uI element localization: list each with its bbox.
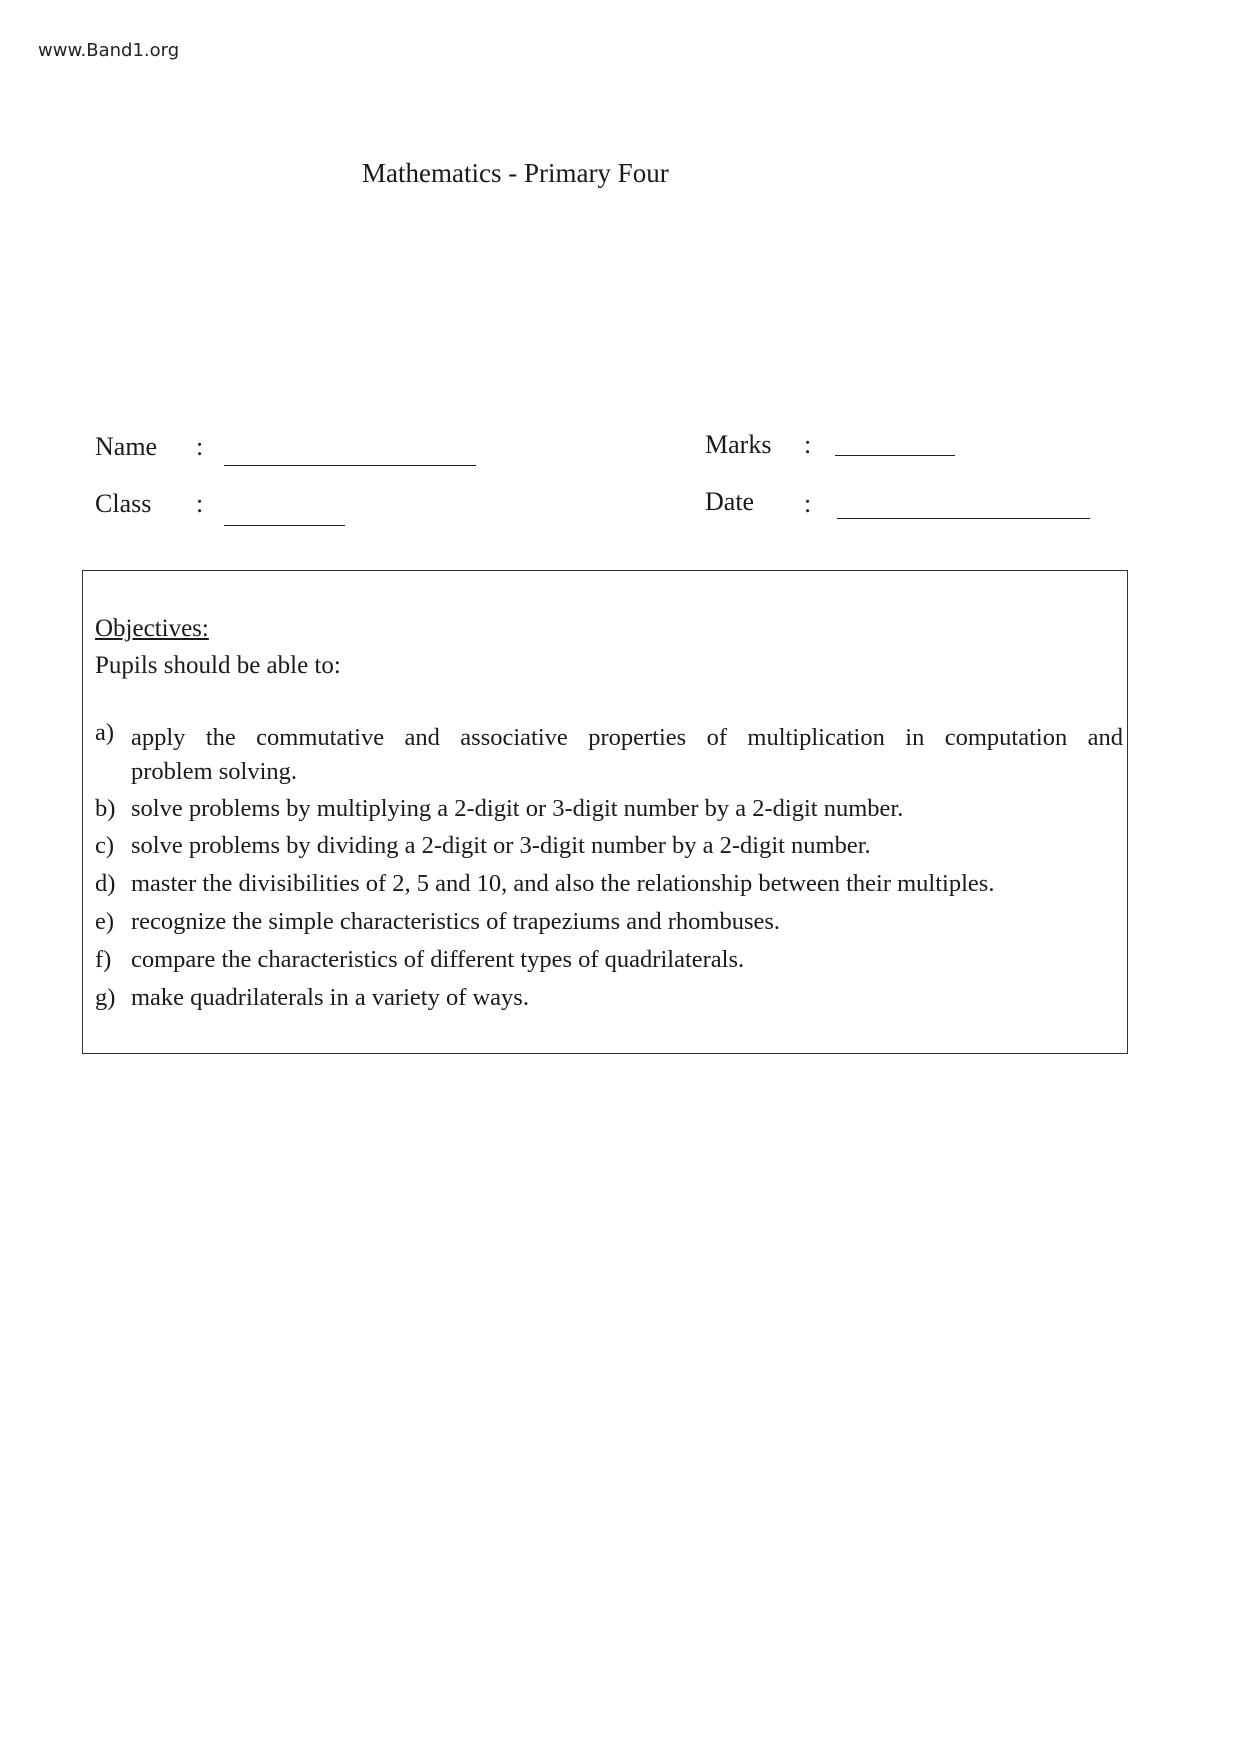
item-marker: a) <box>95 719 115 746</box>
objectives-intro: Pupils should be able to: <box>95 652 341 679</box>
item-text: compare the characteristics of different types of quadrilaterals. <box>131 946 745 973</box>
item-marker: e) <box>95 908 115 935</box>
name-label: Name <box>95 432 158 461</box>
date-label: Date <box>705 487 755 516</box>
website-watermark: www.Band1.org <box>38 40 180 61</box>
date-field[interactable] <box>837 518 1090 519</box>
name-field[interactable] <box>224 465 476 466</box>
item-text: apply the commutative and associative properties of multiplication in computation and <box>131 724 1123 751</box>
name-colon: : <box>196 432 204 461</box>
page-title: Mathematics - Primary Four <box>362 158 669 188</box>
item-marker: g) <box>95 984 116 1011</box>
date-colon: : <box>804 489 812 518</box>
item-marker: b) <box>95 795 116 822</box>
item-text-continuation: problem solving. <box>131 758 298 785</box>
class-colon: : <box>196 489 204 518</box>
item-text: solve problems by dividing a 2-digit or 3-digit number by a 2-digit number. <box>131 832 871 859</box>
objectives-heading: Objectives: <box>95 615 209 642</box>
item-text: solve problems by multiplying a 2-digit or 3-digit number by a 2-digit number. <box>131 795 904 822</box>
item-marker: d) <box>95 870 116 897</box>
item-text: make quadrilaterals in a variety of ways. <box>131 984 529 1011</box>
item-marker: c) <box>95 832 115 859</box>
class-label: Class <box>95 489 152 518</box>
item-marker: f) <box>95 946 112 973</box>
marks-field[interactable] <box>835 455 955 456</box>
item-text: recognize the simple characteristics of trapeziums and rhombuses. <box>131 908 781 935</box>
marks-label: Marks <box>705 430 772 459</box>
marks-colon: : <box>804 430 812 459</box>
item-text: master the divisibilities of 2, 5 and 10, and also the relationship between their multiples. <box>131 870 995 897</box>
class-field[interactable] <box>224 525 345 526</box>
